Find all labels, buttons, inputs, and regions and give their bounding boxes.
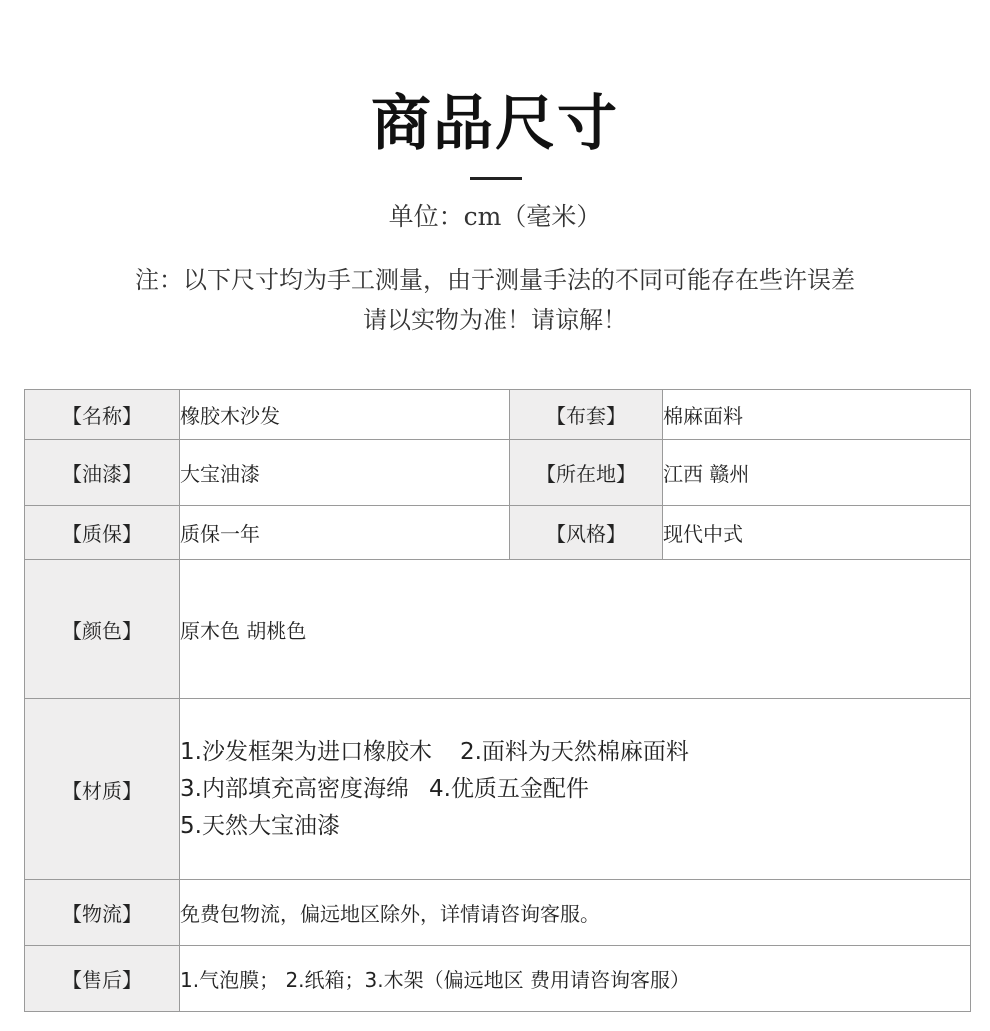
color-label: 【颜色】 (25, 560, 180, 699)
paint-value: 大宝油漆 (180, 440, 510, 506)
style-label: 【风格】 (510, 506, 663, 560)
list-item: 4.优质五金配件 (428, 775, 589, 802)
list-item: 2.面料为天然棉麻面料 (459, 738, 689, 765)
aftersale-label: 【售后】 (25, 946, 180, 1012)
material-line (180, 771, 970, 808)
warranty-value: 质保一年 (180, 506, 510, 560)
name-label: 【名称】 (25, 390, 180, 440)
list-item: 5.天然大宝油漆 (180, 812, 340, 839)
material-value (180, 699, 971, 880)
cover-value: 棉麻面料 (663, 390, 971, 440)
style-value: 现代中式 (663, 506, 971, 560)
warranty-label: 【质保】 (25, 506, 180, 560)
table-row (25, 560, 971, 699)
material-line (180, 734, 970, 771)
list-item: 1.沙发框架为进口橡胶木 (180, 738, 432, 765)
unit-text: 单位：cm（毫米） (388, 202, 602, 231)
paint-label: 【油漆】 (25, 440, 180, 506)
name-value: 橡胶木沙发 (180, 390, 510, 440)
spec-table (24, 389, 971, 1012)
measurement-note-continued: 请以实物为准！请谅解！ (363, 306, 627, 334)
aftersale-value: 1.气泡膜； 2.纸箱；3.木架（偏远地区 费用请咨询客服） (180, 946, 971, 1012)
table-row (25, 880, 971, 946)
table-row (25, 506, 971, 560)
shipping-value: 免费包物流，偏远地区除外，详情请咨询客服。 (180, 880, 971, 946)
cover-label: 【布套】 (510, 390, 663, 440)
location-label: 【所在地】 (510, 440, 663, 506)
location-value: 江西 赣州 (663, 440, 971, 506)
table-row (25, 699, 971, 880)
measurement-note: 注：以下尺寸均为手工测量，由于测量手法的不同可能存在些许误差 (135, 266, 855, 294)
list-item: 3.内部填充高密度海绵 (180, 775, 409, 802)
material-line (180, 808, 970, 845)
color-value: 原木色 胡桃色 (180, 560, 971, 699)
title-divider (470, 177, 522, 180)
table-row (25, 946, 971, 1012)
material-label: 【材质】 (25, 699, 180, 880)
page-title: 商品尺寸 (371, 89, 619, 159)
table-row (25, 390, 971, 440)
table-row (25, 440, 971, 506)
shipping-label: 【物流】 (25, 880, 180, 946)
